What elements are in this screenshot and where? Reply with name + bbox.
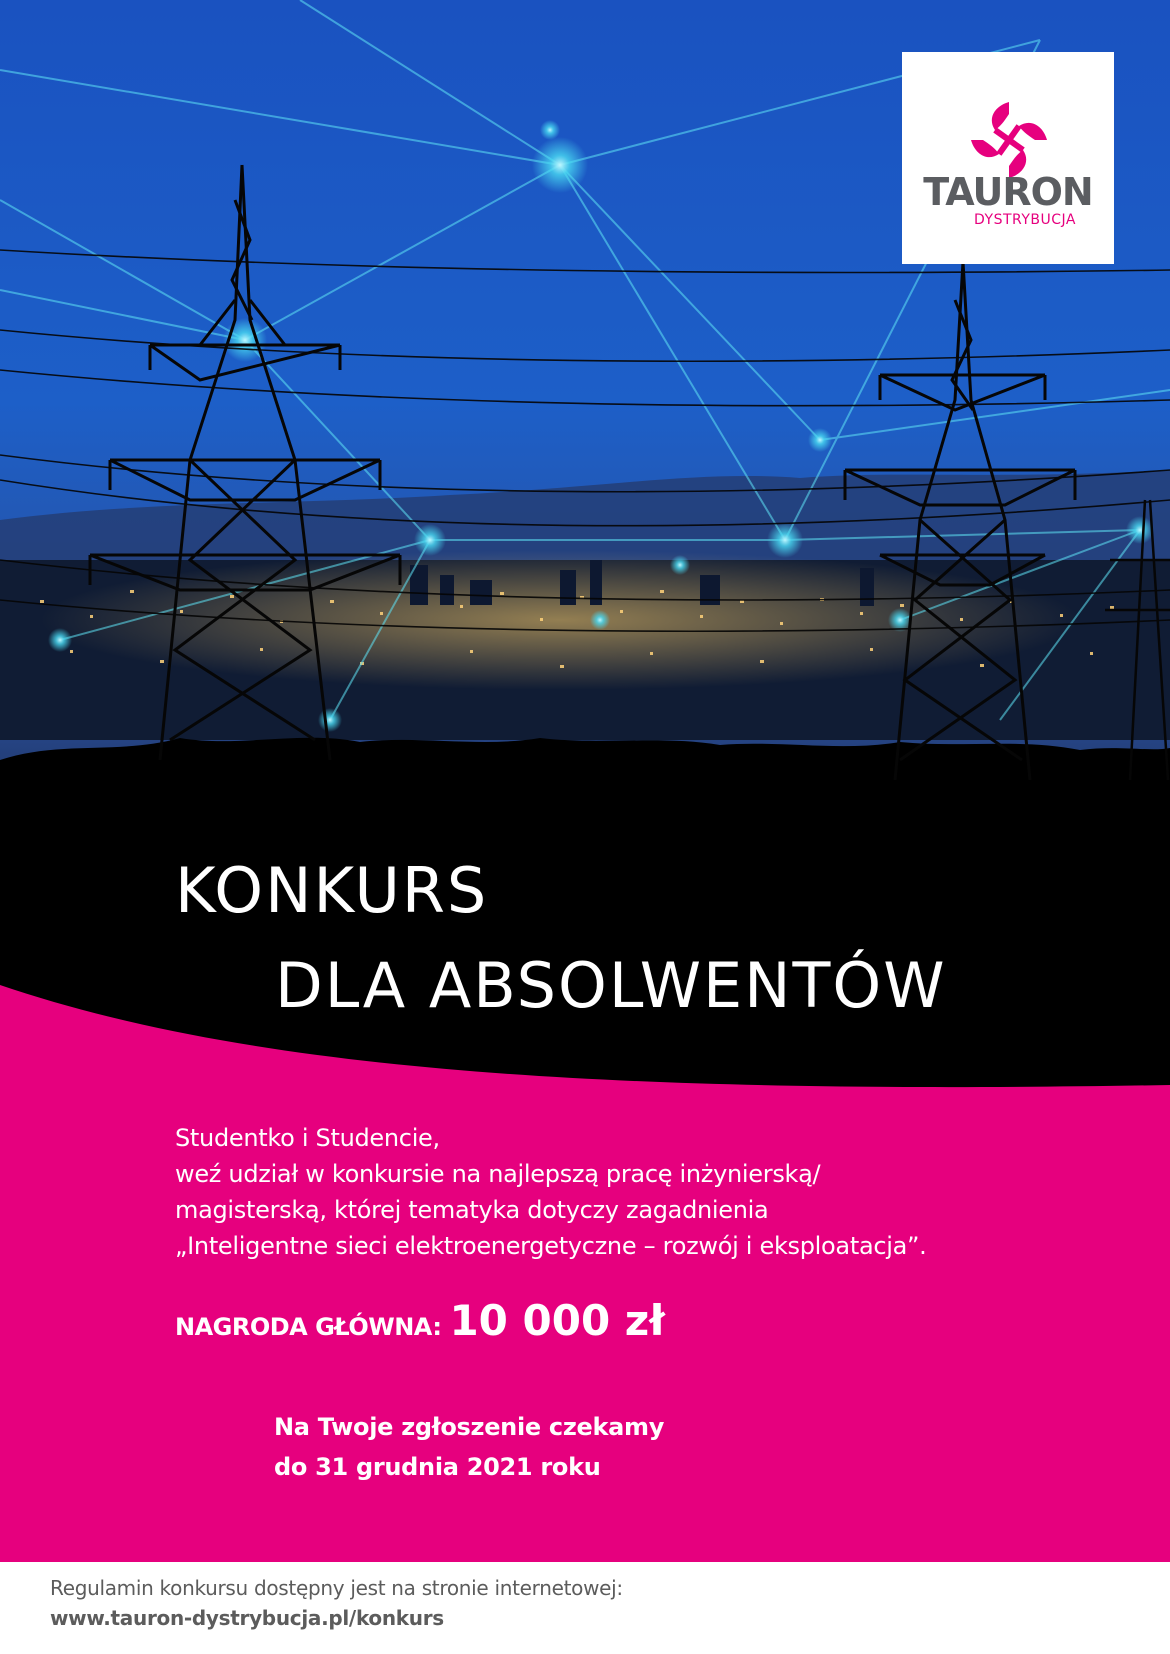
- footer-text: Regulamin konkursu dostępny jest na stronie internetowej:: [50, 1576, 623, 1600]
- body-text: [175, 1120, 1075, 1264]
- prize-value: 10 000 zł: [449, 1296, 665, 1345]
- deadline-line-1: Na Twoje zgłoszenie czekamy: [274, 1413, 665, 1441]
- prize-label: NAGRODA GŁÓWNA:: [175, 1313, 442, 1341]
- prize: [175, 1296, 665, 1345]
- body-line-1: Studentko i Studencie,: [175, 1124, 440, 1152]
- body-line-3: magisterską, której tematyka dotyczy zagadnienia: [175, 1196, 769, 1224]
- body-line-2: weź udział w konkursie na najlepszą pracę inżynierską/: [175, 1160, 821, 1188]
- body-line-4: „Inteligentne sieci elektroenergetyczne – rozwój i eksploatacja”.: [175, 1232, 927, 1260]
- logo-subtitle: DYSTRYBUCJA: [974, 212, 1076, 228]
- deadline-line-2: do 31 grudnia 2021 roku: [274, 1453, 601, 1481]
- footer: [50, 1573, 623, 1633]
- tauron-logo[interactable]: [902, 52, 1114, 264]
- deadline: [274, 1407, 664, 1487]
- headline-line-2: DLA ABSOLWENTÓW: [275, 949, 947, 1022]
- footer-link[interactable]: www.tauron-dystrybucja.pl/konkurs: [50, 1606, 444, 1630]
- headline-line-1: KONKURS: [175, 854, 489, 927]
- logo-name: TAURON: [923, 170, 1093, 214]
